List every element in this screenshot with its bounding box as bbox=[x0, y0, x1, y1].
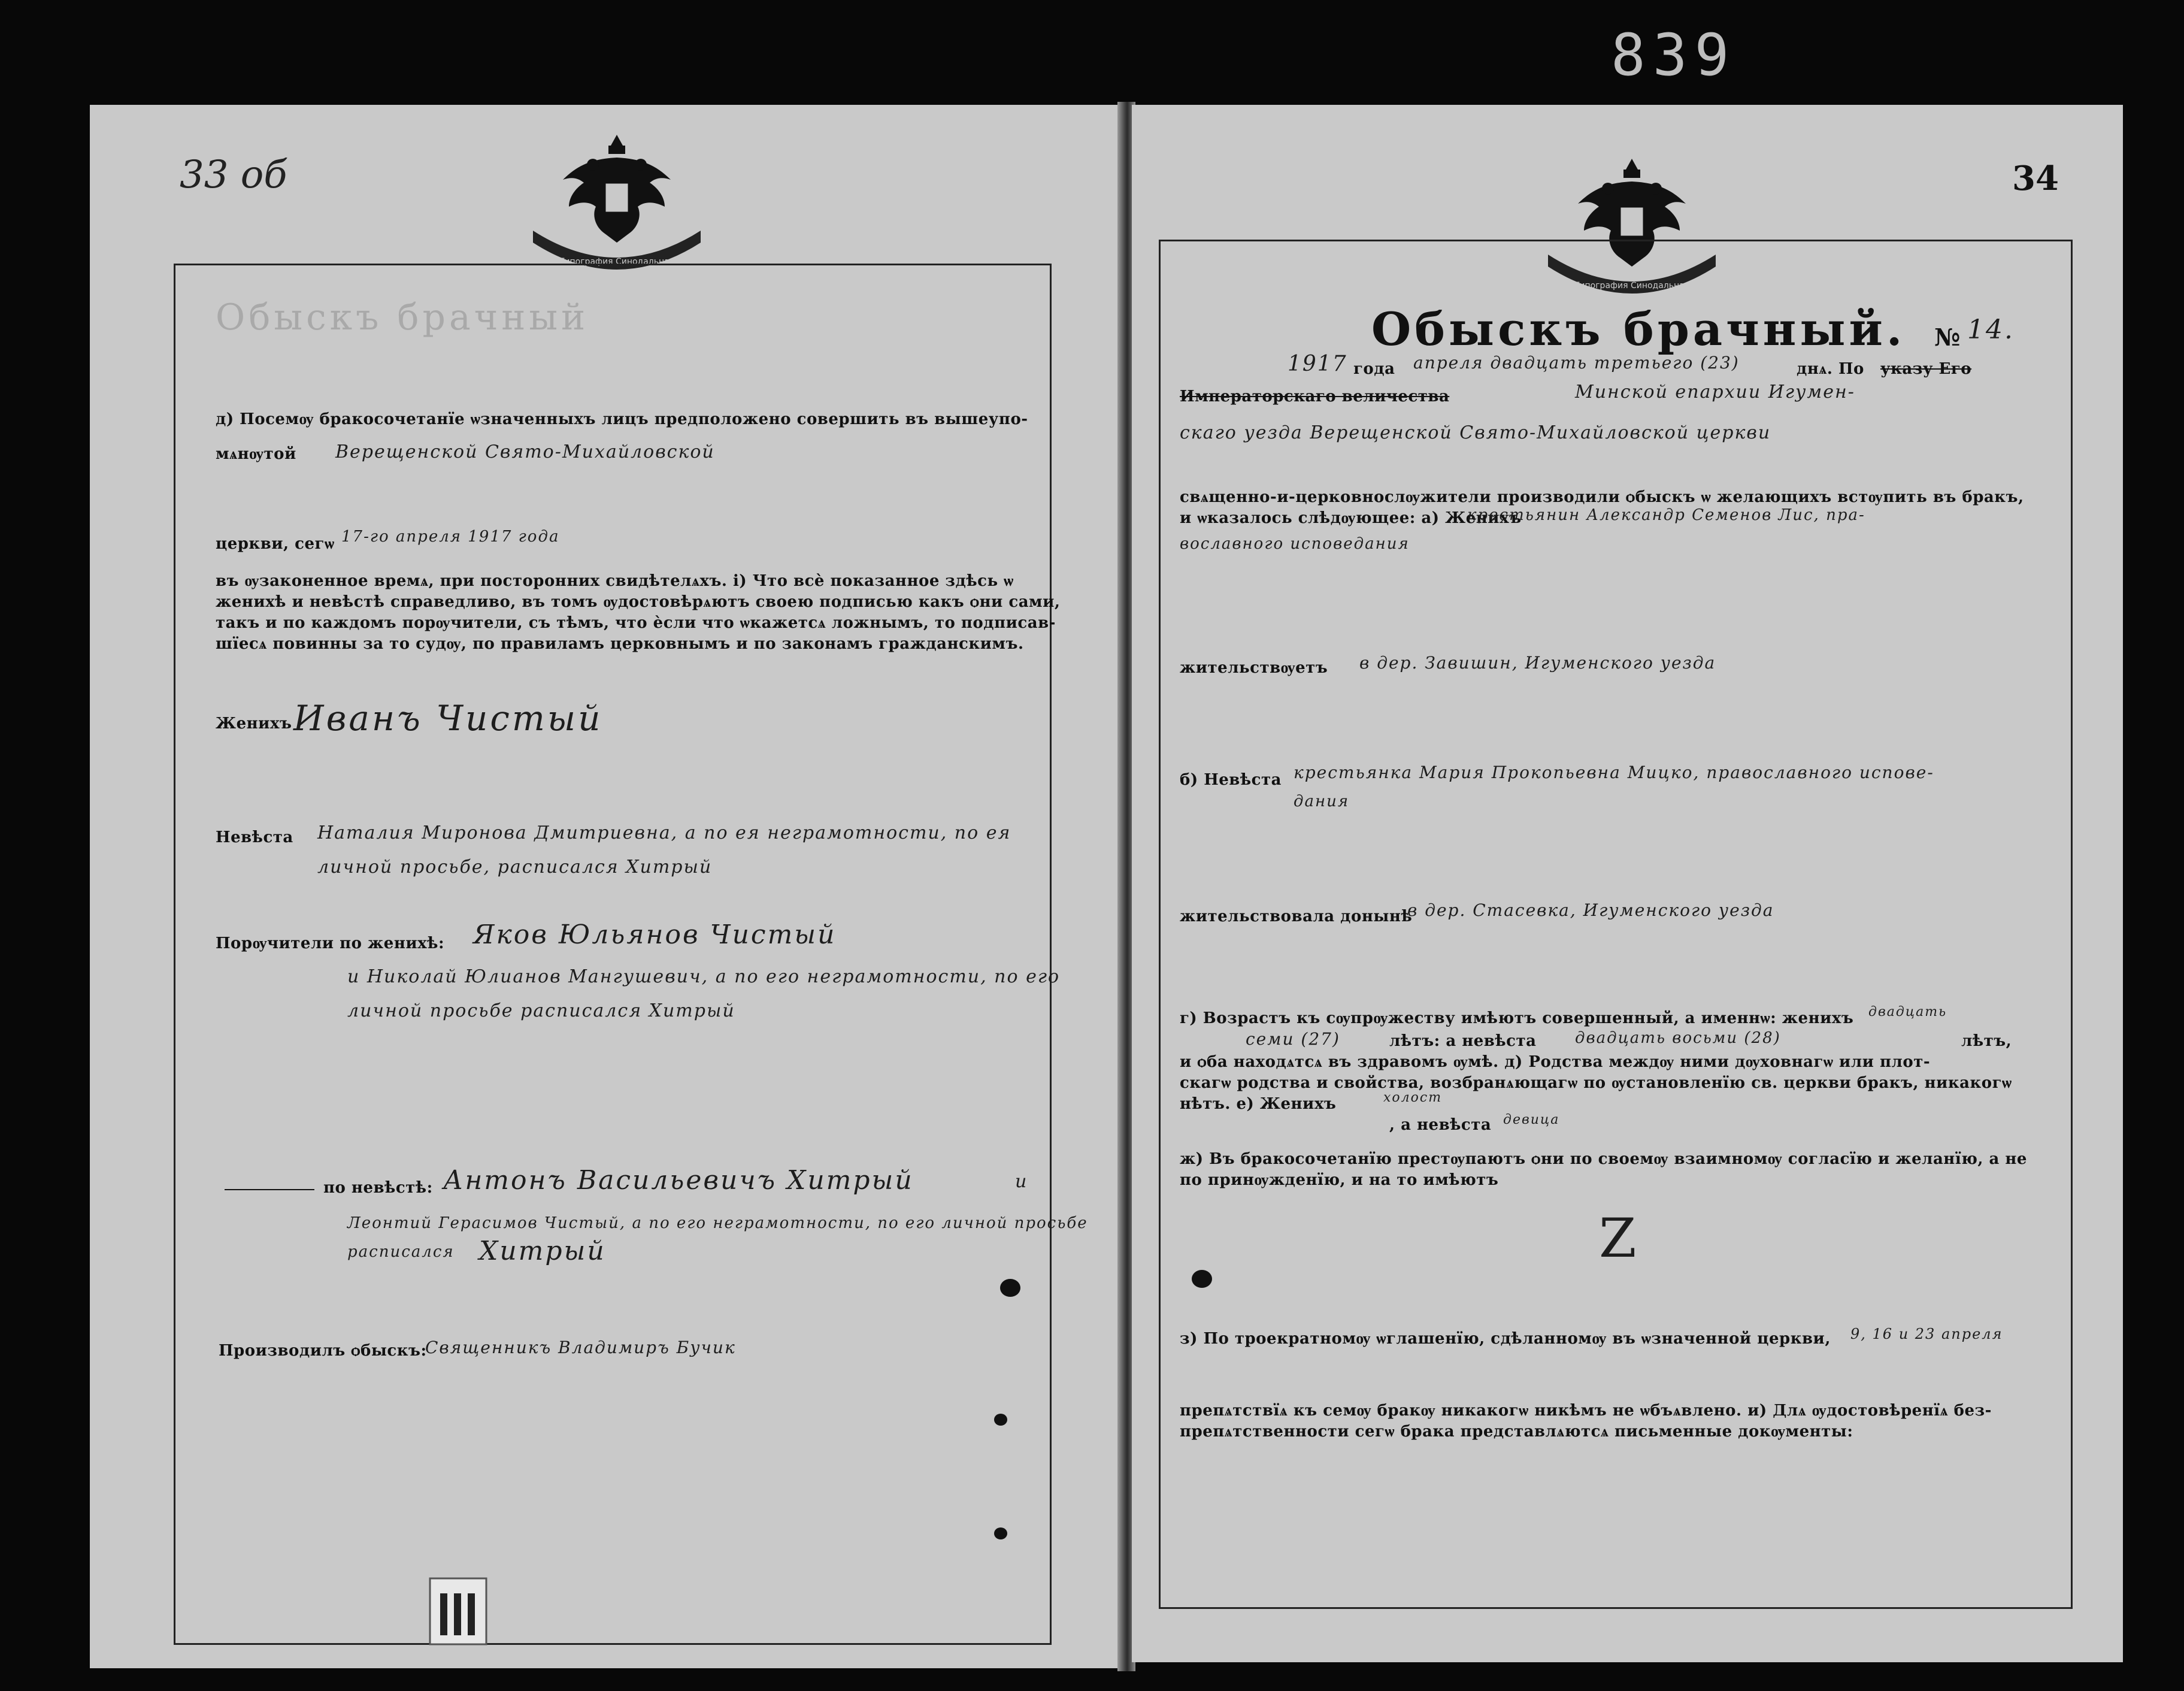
archive-folio-number: 839 bbox=[1611, 22, 1737, 89]
groom-guarantor1-signature: Яков Юльянов Чистый bbox=[473, 919, 837, 950]
left-line2-handwritten: Верещенской Свято-Михайловской bbox=[335, 441, 715, 462]
r17-print: ж) Въ бракосочетанїю престѹпаютъ ѻни по своемѹ взаимномѹ согласїю и желанїю, а не bbox=[1180, 1150, 2027, 1168]
left-line1: д) Посемѹ бракосочетанїе ѡзначенныхъ лицъ предположено совершить въ вышеупо- bbox=[216, 410, 1028, 428]
r5-print: и ѡказалось слѣдѹющее: а) Женихъ bbox=[1180, 509, 1522, 527]
bride-guarantor2-signature: Хитрый bbox=[479, 1236, 606, 1266]
r2-handwritten: Минской епархии Игумен- bbox=[1575, 382, 1855, 403]
bride-guarantor2-line1: Леонтий Герасимов Чистый, а по его неграмотности, по его личной просьбе bbox=[347, 1214, 1088, 1232]
bride-residence-label: жительствовала донынѣ bbox=[1180, 907, 1413, 925]
r14-print: скагѡ родства и свойства, возбранѧющагѡ по ѹстановленїю св. церкви бракъ, никакогѡ bbox=[1180, 1074, 2012, 1092]
record-number-label: № bbox=[1934, 323, 1961, 352]
groom-religion: вославного исповедания bbox=[1180, 535, 1410, 553]
imperial-eagle-emblem-left bbox=[521, 123, 713, 285]
groom-guarantor2-line2: личной просьбе расписался Хитрый bbox=[347, 1000, 735, 1021]
emblem-ribbon-left-text: Типография Синодальная bbox=[559, 257, 675, 267]
bride-description: крестьянка Мария Прокопьевна Мицко, православного испове- bbox=[1294, 763, 1934, 782]
record-year: 1917 bbox=[1288, 352, 1347, 376]
ink-blot bbox=[1192, 1270, 1212, 1288]
left-line2-label: мѧнѹтой bbox=[216, 445, 296, 463]
r12-print: лѣтъ: а невѣста bbox=[1389, 1032, 1537, 1050]
r1-date-handwritten: апреля двадцать третьего (23) bbox=[1413, 353, 1740, 373]
archive-stamp-icon bbox=[425, 1566, 491, 1650]
emblem-ribbon-right-text: Типография Синодальная bbox=[1574, 281, 1690, 291]
r18-print: по принѹжденїю, и на то имѣютъ bbox=[1180, 1171, 1499, 1189]
r2-struck-text: Императорскаго величества bbox=[1180, 388, 1450, 406]
r21-print: препѧтственности сегѡ брака представлѧютсѧ письменные докѹменты: bbox=[1180, 1423, 1853, 1441]
r20-print: препѧтствїѧ къ семѹ бракѹ никакогѡ никѣмъ не ѡбъѧвлено. и) Длѧ ѹдостовѣренїѧ без- bbox=[1180, 1402, 1992, 1420]
left-ghost-title: Обыскъ брачный bbox=[216, 297, 589, 338]
left-page bbox=[90, 105, 1120, 1668]
groom-guarantor2-line1: и Николай Юлианов Мангушевич, а по его неграмотности, по его bbox=[347, 966, 1061, 987]
right-page bbox=[1132, 105, 2123, 1662]
record-number-handwritten: 14. bbox=[1967, 314, 2015, 345]
bride-religion: дания bbox=[1294, 792, 1350, 810]
groom-residence: в дер. Завишин, Игуменского уезда bbox=[1359, 653, 1716, 673]
ink-blot bbox=[994, 1414, 1007, 1426]
groom-age-handwritten: двадцать bbox=[1868, 1005, 1947, 1020]
r13-print: и ѻба находѧтсѧ въ здравомъ ѹмѣ. д) Родства междѹ ними дѹховнагѡ или плот- bbox=[1180, 1053, 1931, 1071]
left-folio-handwritten: 33 об bbox=[180, 153, 287, 197]
bride-guarantor1-tail: и bbox=[1015, 1171, 1028, 1192]
left-para1-line2: женихѣ и невѣстѣ справедливо, въ томъ ѹдостовѣрѧютъ своею подписью какъ ѻни сами, bbox=[216, 593, 1061, 611]
r12-print2: лѣтъ, bbox=[1961, 1032, 2012, 1050]
left-page-border bbox=[174, 264, 1052, 1645]
r3-handwritten: скаго уезда Верещенской Свято-Михайловской церкви bbox=[1180, 422, 1771, 443]
banns-dates-handwritten: 9, 16 и 23 апреля bbox=[1850, 1326, 2003, 1342]
document-title: Обыскъ брачный. bbox=[1371, 302, 1906, 356]
r16-print: , а невѣста bbox=[1389, 1116, 1492, 1134]
bride-age-handwritten: двадцать восьми (28) bbox=[1575, 1029, 1781, 1047]
bride-guarantors-dash bbox=[225, 1189, 314, 1190]
bride-signature-line2: личной просьбе, расписался Хитрый bbox=[317, 857, 713, 878]
bride-label: Невѣста bbox=[216, 828, 293, 846]
bride-residence: в дер. Стасевка, Игуменского уезда bbox=[1407, 900, 1774, 920]
left-para1-line4: шїесѧ повинны за то судѹ, по правиламъ церковнымъ и по законамъ гражданскимъ. bbox=[216, 635, 1024, 653]
ink-blot bbox=[994, 1527, 1007, 1539]
groom-age-continued: семи (27) bbox=[1246, 1029, 1340, 1049]
ink-blot bbox=[1000, 1279, 1020, 1297]
left-line3-label: церкви, сегѡ bbox=[216, 535, 335, 553]
groom-residence-label: жительствѹетъ bbox=[1180, 659, 1328, 677]
bride-guarantor2-line2: расписался bbox=[347, 1243, 455, 1261]
r1-struck-text: указу Его bbox=[1880, 360, 1972, 378]
left-para1-line1: въ ѹзаконенное времѧ, при посторонних свидѣтелѧхъ. і) Что всѐ показанное здѣсь ѡ bbox=[216, 572, 1014, 590]
r1-print2: днѧ. По bbox=[1797, 360, 1864, 378]
groom-label: Женихъ bbox=[216, 715, 292, 733]
left-para1-line3: такъ и по каждомъ порѹчители, съ тѣмъ, что ѐсли что ѡкажетсѧ ложнымъ, то подписав- bbox=[216, 614, 1056, 632]
groom-status-handwritten: холост bbox=[1383, 1090, 1443, 1105]
bride-status-handwritten: девица bbox=[1503, 1112, 1560, 1127]
r1-year-label: года bbox=[1353, 360, 1395, 378]
bride-signature-line1: Наталия Миронова Дмитриевна, а по ея неграмотности, по ея bbox=[317, 822, 1011, 843]
r15-print: нѣтъ. е) Женихъ bbox=[1180, 1095, 1337, 1113]
r11-print: г) Возрастъ къ сѹпрѹжеству имѣютъ совершенный, а именнѡ: женихъ bbox=[1180, 1009, 1854, 1027]
page-number: 34 bbox=[2012, 159, 2059, 198]
bride-section-label: б) Невѣста bbox=[1180, 771, 1282, 789]
groom-guarantors-label: Порѹчители по женихѣ: bbox=[216, 934, 445, 952]
bride-guarantors-label: по невѣстѣ: bbox=[323, 1179, 433, 1197]
search-by-signature: Священникъ Владимиръ Бучик bbox=[425, 1338, 736, 1357]
groom-description: крестьянин Александр Семенов Лис, пра- bbox=[1467, 506, 1865, 524]
consent-mark: Z bbox=[1599, 1207, 1638, 1270]
r4-print: свѧщенно-и-церковнослѹжители производили ѻбыскъ ѡ желающихъ встѹпить въ бракъ, bbox=[1180, 488, 2024, 506]
search-by-label: Производилъ ѻбыскъ: bbox=[219, 1342, 427, 1360]
bride-guarantor1-signature: Антонъ Васильевичъ Хитрый bbox=[443, 1165, 914, 1196]
left-line3-handwritten: 17-го апреля 1917 года bbox=[341, 528, 560, 546]
r19-print: з) По троекратномѹ ѡглашенїю, сдѣланномѹ въ ѡзначенной церкви, bbox=[1180, 1330, 1831, 1348]
groom-signature: Иванъ Чистый bbox=[293, 698, 603, 739]
